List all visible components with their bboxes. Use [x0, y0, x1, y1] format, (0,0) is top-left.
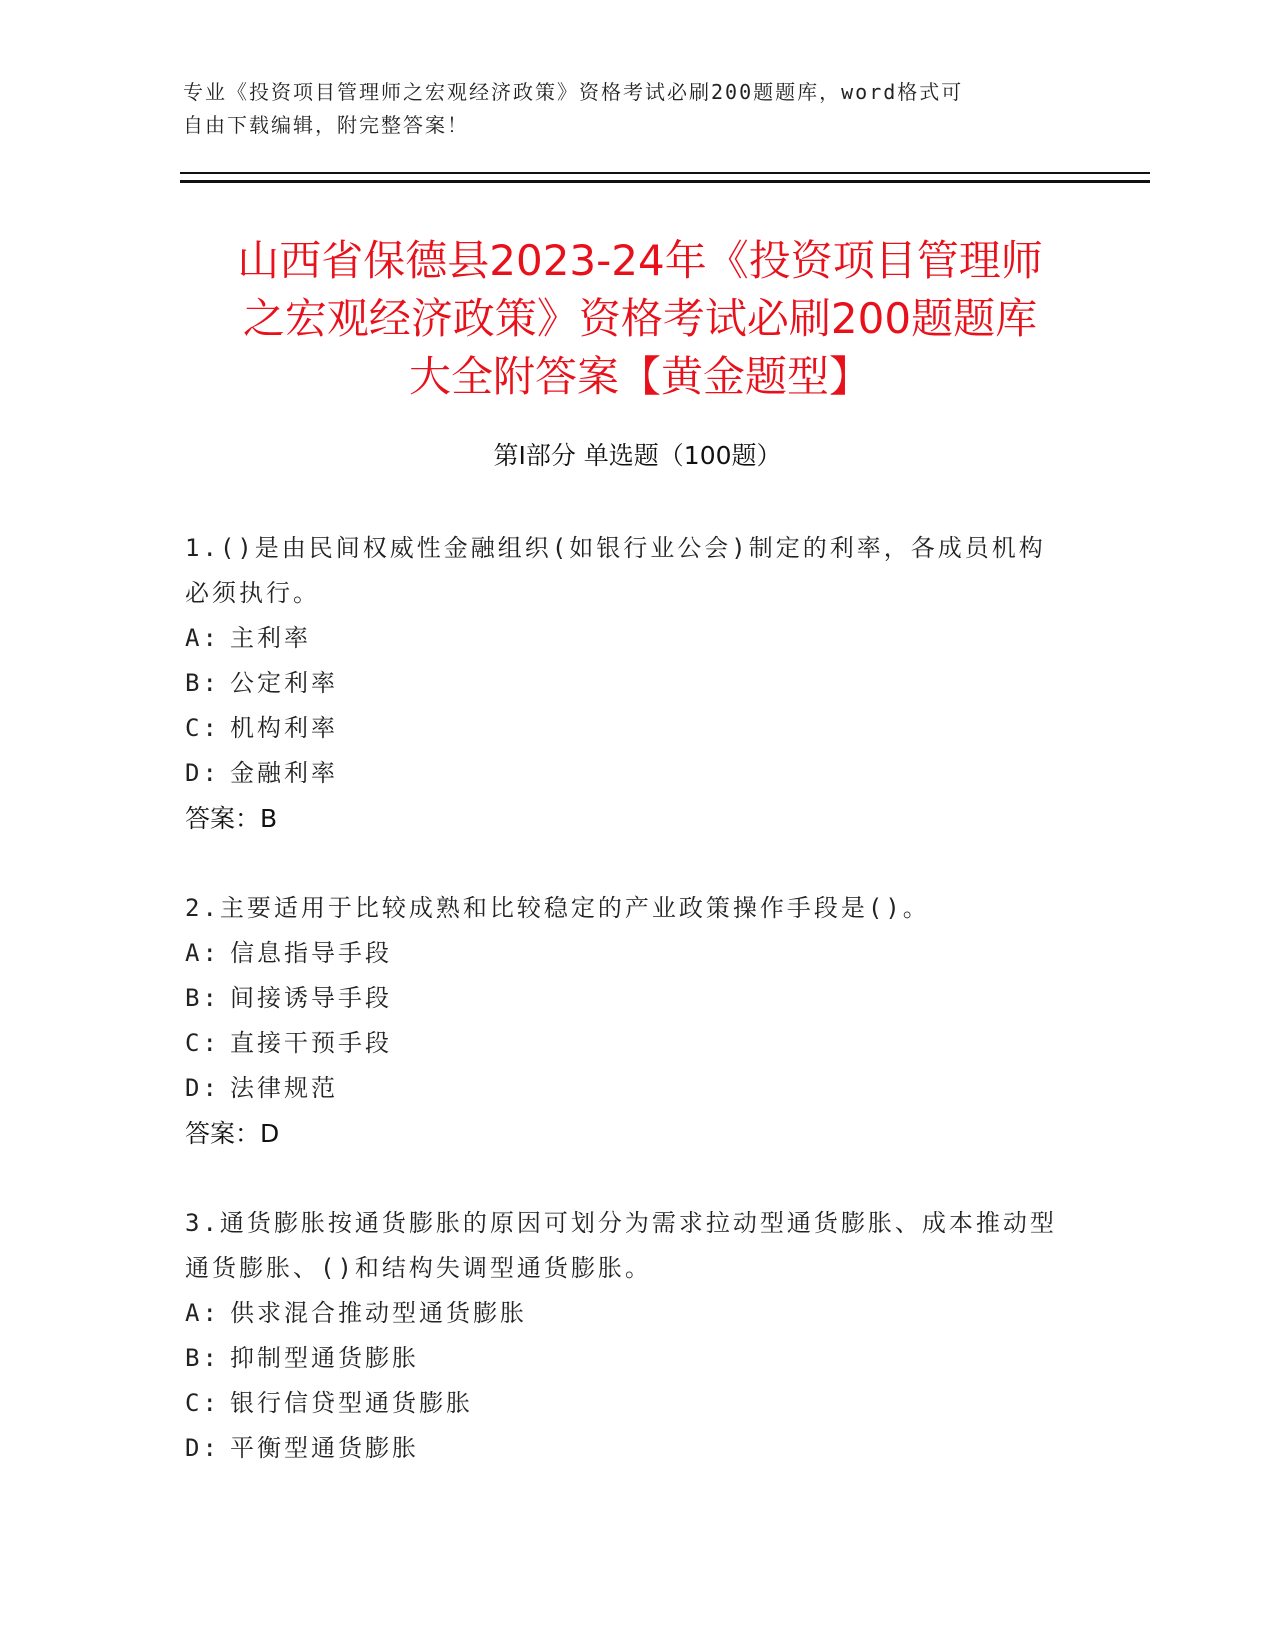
question-stem: 3.通货膨胀按通货膨胀的原因可划分为需求拉动型通货膨胀、成本推动型通货膨胀、()和结构失调型通货膨胀。	[185, 1209, 1057, 1282]
option-letter: D:	[185, 1074, 220, 1102]
option-c	[185, 1381, 1065, 1426]
option-b	[185, 1336, 1065, 1381]
option-d	[185, 1066, 1065, 1111]
question-stem: 2.主要适用于比较成熟和比较稳定的产业政策操作手段是()。	[185, 894, 930, 922]
option-d	[185, 751, 1065, 796]
option-letter: B:	[185, 669, 220, 697]
option-letter: C:	[185, 714, 220, 742]
document-title	[160, 232, 1120, 406]
option-letter: A:	[185, 624, 220, 652]
option-text: 间接诱导手段	[230, 984, 392, 1012]
answer-label: 答案：D	[185, 1119, 280, 1148]
option-a	[185, 616, 1065, 661]
header-divider-top	[180, 172, 1150, 174]
option-text: 平衡型通货膨胀	[230, 1434, 419, 1462]
option-text: 金融利率	[230, 759, 338, 787]
question-list	[185, 526, 1065, 1516]
option-text: 信息指导手段	[230, 939, 392, 967]
option-c	[185, 1021, 1065, 1066]
option-letter: C:	[185, 1389, 220, 1417]
question-stem: 1.()是由民间权威性金融组织(如银行业公会)制定的利率，各成员机构必须执行。	[185, 534, 1046, 607]
option-c	[185, 706, 1065, 751]
option-text: 直接干预手段	[230, 1029, 392, 1057]
option-b	[185, 976, 1065, 1021]
option-d	[185, 1426, 1065, 1471]
option-letter: B:	[185, 1344, 220, 1372]
header-note-line-1: 专业《投资项目管理师之宏观经济政策》资格考试必刷200题题库，word格式可	[183, 80, 964, 104]
option-letter: D:	[185, 759, 220, 787]
option-letter: D:	[185, 1434, 220, 1462]
option-text: 公定利率	[230, 669, 338, 697]
option-text: 供求混合推动型通货膨胀	[230, 1299, 527, 1327]
option-letter: B:	[185, 984, 220, 1012]
option-letter: A:	[185, 1299, 220, 1327]
question-item	[185, 1201, 1065, 1471]
header-divider-bottom	[180, 180, 1150, 183]
question-item	[185, 526, 1065, 841]
header-note-line-2: 自由下载编辑，附完整答案！	[183, 113, 469, 137]
section-title: 第Ⅰ部分 单选题（100题）	[493, 441, 782, 470]
header-note	[183, 76, 1063, 142]
option-b	[185, 661, 1065, 706]
document-title-line-3: 大全附答案【黄金题型】	[408, 352, 871, 401]
option-letter: C:	[185, 1029, 220, 1057]
question-item	[185, 886, 1065, 1156]
option-letter: A:	[185, 939, 220, 967]
option-a	[185, 931, 1065, 976]
answer-label: 答案：B	[185, 804, 278, 833]
option-a	[185, 1291, 1065, 1336]
option-text: 法律规范	[230, 1074, 338, 1102]
document-title-line-1: 山西省保德县2023-24年《投资项目管理师	[237, 236, 1043, 285]
document-title-line-2: 之宏观经济政策》资格考试必刷200题题库	[242, 294, 1038, 343]
option-text: 机构利率	[230, 714, 338, 742]
option-text: 抑制型通货膨胀	[230, 1344, 419, 1372]
option-text: 银行信贷型通货膨胀	[230, 1389, 473, 1417]
option-text: 主利率	[230, 624, 311, 652]
